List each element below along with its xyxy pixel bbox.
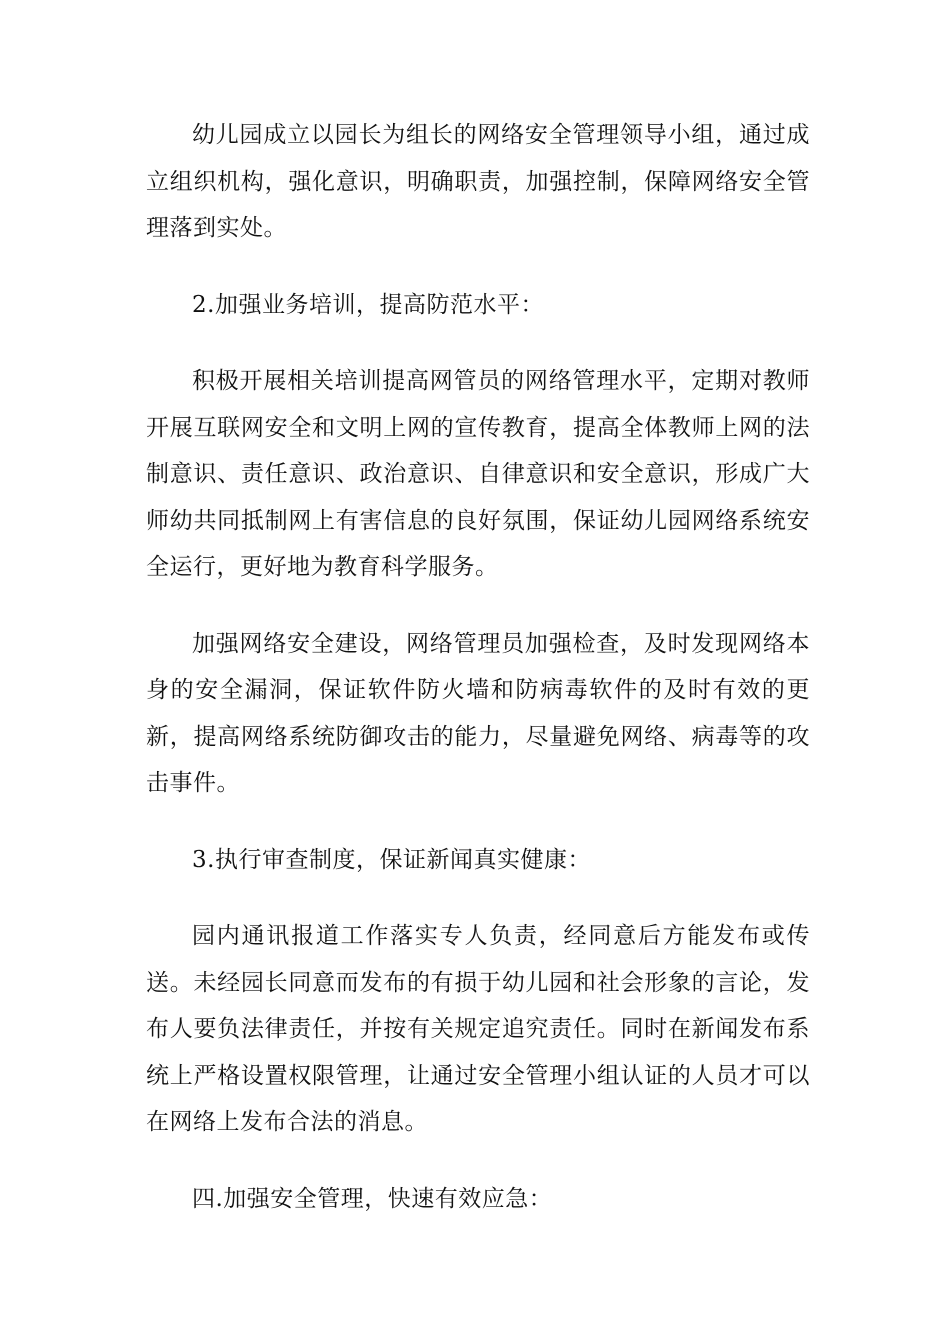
heading-review-system: 3.执行审查制度，保证新闻真实健康： (192, 846, 591, 873)
paragraph-training-education: 积极开展相关培训提高网管员的网络管理水平，定期对教师开展互联网安全和文明上网的宣传教育，提高全体教师上网的法制意识、责任意识、政治意识、自律意识和安全意识，形成广大师幼共同抵制网上有害信息的良好氛围，保证幼儿园网络系统安全运行，更好地为教育科学服务。 (146, 368, 810, 580)
heading-security-management: 四.加强安全管理，快速有效应急： (192, 1185, 553, 1212)
document-body (146, 112, 810, 1222)
paragraph-leadership-group: 幼儿园成立以园长为组长的网络安全管理领导小组，通过成立组织机构，强化意识，明确职责，加强控制，保障网络安全管理落到实处。 (146, 122, 810, 241)
paragraph-news-reporting: 园内通讯报道工作落实专人负责，经同意后方能发布或传送。未经园长同意而发布的有损于幼儿园和社会形象的言论，发布人要负法律责任，并按有关规定追究责任。同时在新闻发布系统上严格设置权限管理，让通过安全管理小组认证的人员才可以在网络上发布合法的消息。 (146, 923, 810, 1135)
paragraph-network-security-construction: 加强网络安全建设，网络管理员加强检查，及时发现网络本身的安全漏洞，保证软件防火墙和防病毒软件的及时有效的更新，提高网络系统防御攻击的能力，尽量避免网络、病毒等的攻击事件。 (146, 630, 810, 796)
heading-business-training: 2.加强业务培训，提高防范水平： (192, 291, 544, 318)
